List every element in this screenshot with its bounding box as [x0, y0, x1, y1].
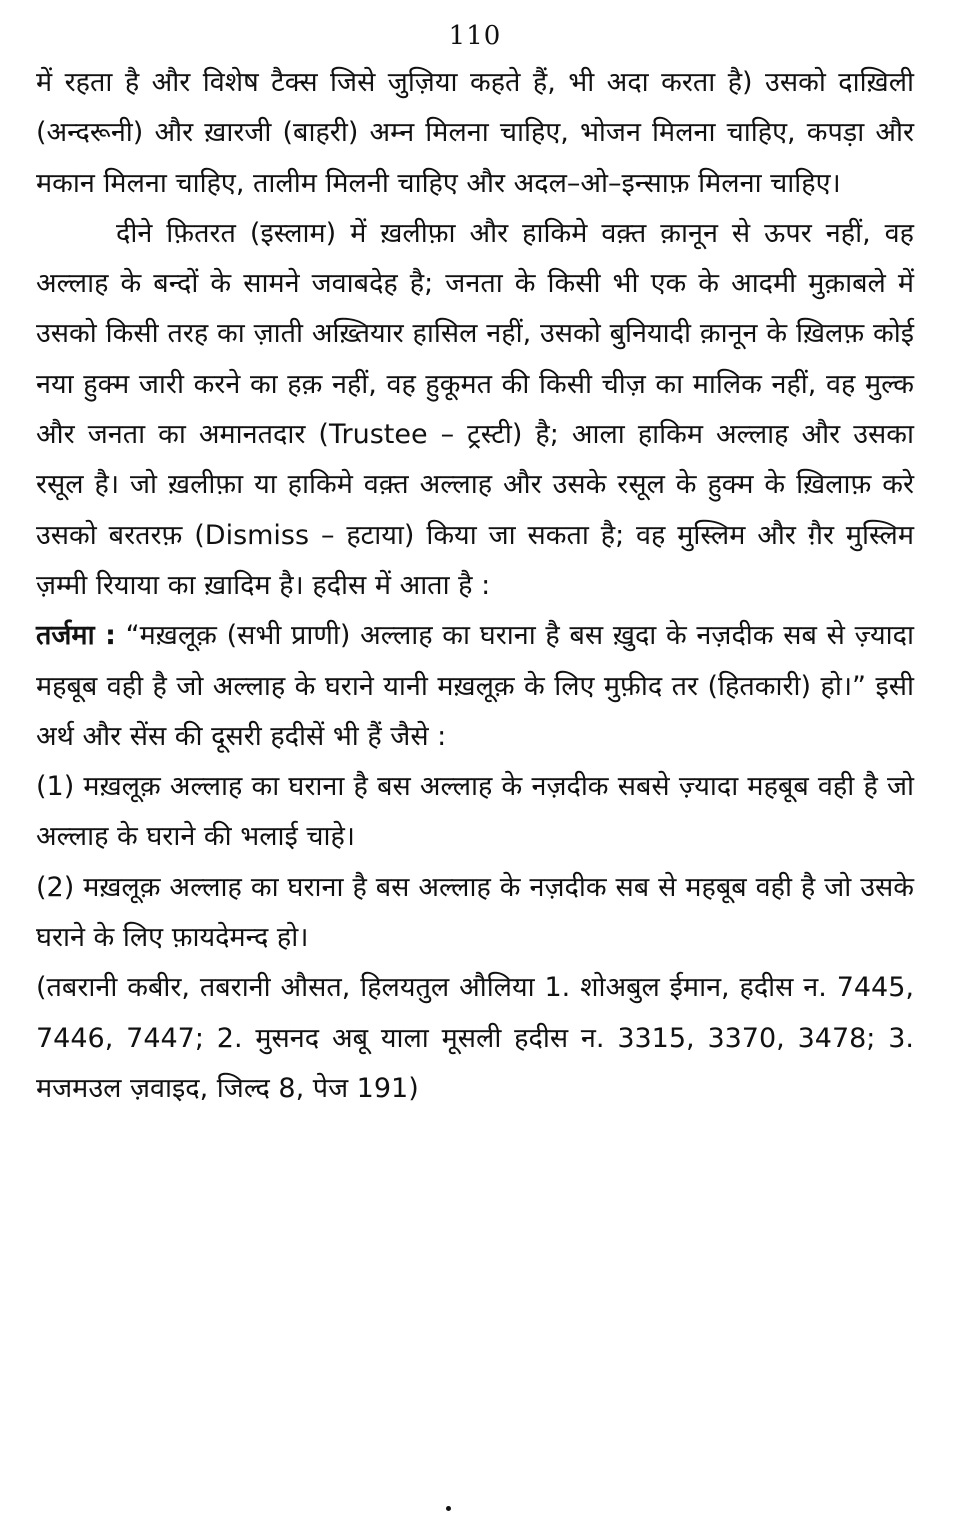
translation-label: तर्जमा : [36, 620, 116, 652]
hadith-item-1: (1) मख़लूक़ अल्लाह का घराना है बस अल्लाह के नज़दीक सबसे ज़्यादा महबूब वही है जो अल्लाह के घराने की भलाई चाहे। [36, 771, 914, 853]
translation-paragraph [36, 611, 914, 762]
hadith-item-2: (2) मख़लूक़ अल्लाह का घराना है बस अल्लाह के नज़दीक सब से महबूब वही है जो उसके घराने के लिए फ़ायदेमन्द हो। [36, 871, 914, 954]
page-body [36, 58, 914, 1114]
paragraph-caliph-accountability: दीने फ़ितरत (इस्लाम) में ख़लीफ़ा और हाकिमे वक़्त क़ानून से ऊपर नहीं, वह अल्लाह के बन्दों के सामने जवाबदेह है; जनता के किसी भी एक के आदमी मुक़ाबले में उसको किसी तरह का ज़ाती अख़्तियार हासिल नहीं, उसको बुनियादी क़ानून के ख़िलफ़ कोई नया हुक्म जारी करने का हक़ नहीं, वह हुकूमत की किसी चीज़ का मालिक नहीं, वह मुल्क और जनता का अमानतदार (Trustee – ट्रस्टी) है; आला हाकिम अल्लाह और उसका रसूल है। जो ख़लीफ़ा या हाकिमे वक़्त अल्लाह और उसके रसूल के हुक्म के ख़िलाफ़ करे उसको बरतरफ़ (Dismiss – हटाया) किया जा सकता है; वह मुस्लिम और ग़ैर मुस्लिम ज़म्मी रियाया का ख़ादिम है। हदीस में आता है : [36, 217, 914, 601]
page-number: 110 [448, 21, 502, 51]
reference-citation: (तबरानी कबीर, तबरानी औसत, हिलयतुल औलिया 1. शोअबुल ईमान, हदीस न. 7445, 7446, 7447; 2. मुसनद अबू याला मूसली हदीस न. 3315, 3370, 3478; 3. मजमउल ज़वाइद, जिल्द 8, पेज 191) [36, 972, 914, 1104]
ink-dot [446, 1506, 451, 1511]
translation-text: “मख़लूक़ (सभी प्राणी) अल्लाह का घराना है बस ख़ुदा के नज़दीक सब से ज़्यादा महबूब वही है जो अल्लाह के घराने यानी मख़लूक़ के लिए मुफ़ीद तर (हितकारी) हो।” इसी अर्थ और सेंस की दूसरी हदीसें भी हैं जैसे : [36, 620, 914, 752]
paragraph-rights: में रहता है और विशेष टैक्स जिसे जुज़िया कहते हैं, भी अदा करता है) उसको दाख़िली (अन्दरूनी) और ख़ारजी (बाहरी) अम्न मिलना चाहिए, भोजन मिलना चाहिए, कपड़ा और मकान मिलना चाहिए, तालीम मिलनी चाहिए और अदल–ओ–इन्साफ़ मिलना चाहिए। [36, 67, 914, 199]
